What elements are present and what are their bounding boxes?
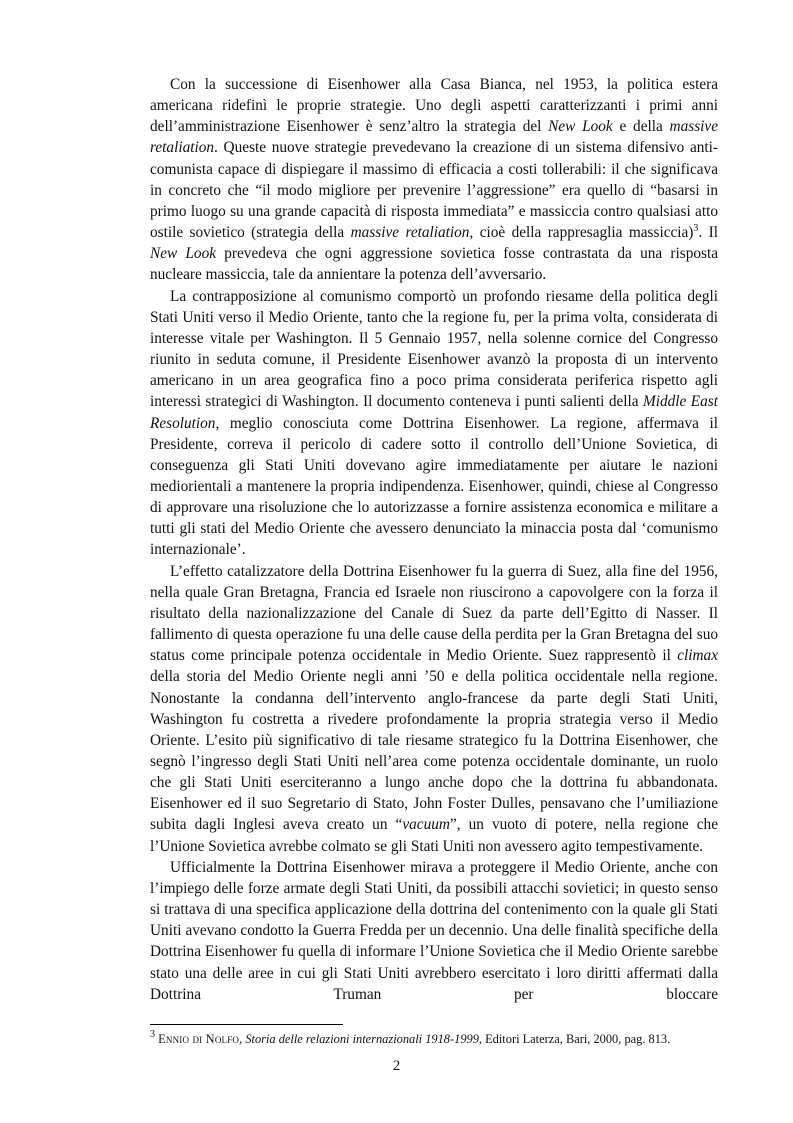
text-run: , meglio conosciuta come Dottrina Eisenhower. La regione, affermava il Presidente, correva il pericolo di cadere sotto il controllo dell’Unione Sovietica, di conseguenza gli Stati Uniti dovevano agire immediatamente per aiutare le nazioni mediorientali a mantenere la propria indipendenza. Eisenhower, quindi, chiese al Congresso di approvare una risoluzione che lo autorizzasse a fornire assistenza economica e militare a tutti gli stati del Medio Oriente che avessero denunciato la minaccia posta dal ‘comunismo internazionale’.: [150, 414, 718, 559]
footnote-publisher: , Editori Laterza, Bari, 2000, pag. 813.: [478, 1032, 671, 1046]
text-run: , cioè della rappresaglia massiccia): [469, 224, 694, 242]
text-run: . Queste nuove strategie prevedevano la creazione di un sistema difensivo anti-comunista capace di dispiegare il massimo di efficacia a costi tollerabili: il che significava in concreto che “il modo migliore per prevenire l’aggressione” era quello di “basarsi in primo luogo su una grande capacità di risposta immediata” e massiccia contro qualsiasi atto ostile sovietico (strategia della: [150, 139, 718, 242]
page-body: [150, 74, 718, 1005]
paragraph: [150, 857, 718, 1005]
text-run: . Il: [698, 224, 718, 242]
text-run: Con la successione di Eisenhower alla Casa Bianca, nel 1953, la politica estera americana ridefinì le proprie strategie. Uno degli aspetti caratterizzanti i primi anni dell’amministrazione Eisenhower è senz’altro la strategia del: [150, 76, 718, 136]
italic-term: New Look: [150, 245, 217, 263]
text-run: ”, un vuoto di potere, nella regione che l’Unione Sovietica avrebbe colmato se gli Stati Uniti non avessero agito tempestivamente.: [150, 816, 718, 855]
text-run: La contrapposizione al comunismo comportò un profondo riesame della politica degli Stati Uniti verso il Medio Oriente, tanto che la regione fu, per la prima volta, considerata di interesse vitale per Washington. Il 5 Gennaio 1957, nella solenne cornice del Congresso riunito in seduta comune, il Presidente Eisenhower avanzò la proposta di un intervento americano in un area geografica fino a poco prima considerata periferica rispetto agli interessi strategici di Washington. Il documento conteneva i punti salienti della: [150, 287, 718, 411]
text-run: L’effetto catalizzatore della Dottrina Eisenhower fu la guerra di Suez, alla fine del 1956, nella quale Gran Bretagna, Francia ed Israele non riuscirono a capovolgere con la forza il risultato della nazionalizzazione del Canale di Suez da parte dell’Egitto di Nasser. Il fallimento di questa operazione fu una delle cause della perdita per la Gran Bretagna del suo status come principale potenza occidentale in Medio Oriente. Suez rappresentò il: [150, 562, 718, 665]
paragraph: [150, 286, 718, 561]
page-number: 2: [392, 1058, 401, 1074]
text-run: e della: [612, 118, 670, 136]
footnote-number: 3: [150, 1029, 155, 1040]
text-run: della storia del Medio Oriente negli anni ’50 e della politica occidentale nella regione. Nonostante la condanna dell’intervento anglo-francese da parte degli Stati Uniti, Washington fu costretta a rivedere profondamente la propria strategia verso il Medio Oriente. L’esito più significativo di tale riesame strategico fu la Dottrina Eisenhower, che segnò l’ingresso degli Stati Uniti nell’area come potenza occidentale dominante, un ruolo che gli Stati Uniti eserciteranno a lungo anche dopo che la dottrina fu abbandonata. Eisenhower ed il suo Segretario di Stato, John Foster Dulles, pensavano che l’umiliazione subita dagli Inglesi aveva creato un “: [150, 668, 718, 834]
italic-term: massive retaliation: [350, 224, 470, 242]
italic-term: climax: [677, 647, 718, 665]
italic-term: massive retaliation: [150, 118, 718, 157]
footnote-title: Storia delle relazioni internazionali 1918-1999: [245, 1032, 479, 1046]
footnote-author: Ennio di Nolfo: [158, 1032, 240, 1046]
italic-term: Middle East Resolution: [150, 393, 718, 432]
footnote: $^3$ Ennio di Nolfo, Storia delle relazioni internazionali 1918-1999, Editori Laterza, Bari, 2000, pag. 813.: [150, 1029, 671, 1046]
footnote-separator: [150, 1024, 343, 1025]
italic-term: vacuum: [402, 816, 450, 834]
text-run: Ufficialmente la Dottrina Eisenhower mirava a proteggere il Medio Oriente, anche con l’impiego delle forze armate degli Stati Uniti, da possibili attacchi sovietici; in questo senso si trattava di una specifica applicazione della dottrina del contenimento con la quale gli Stati Uniti avevano condotto la Guerra Fredda per un decennio. Una delle finalità specifiche della Dottrina Eisenhower fu quella di informare l’Unione Sovietica che il Medio Oriente sarebbe stato una delle aree in cui gli Stati Uniti avrebbero esercitato i loro diritti affermati dalla Dottrina Truman per bloccare: [150, 858, 718, 1003]
paragraph: [150, 74, 718, 286]
italic-term: New Look: [548, 118, 613, 136]
footnote-reference: 3: [693, 223, 699, 235]
text-run: prevedeva che ogni aggressione sovietica fosse contrastata da una risposta nucleare massiccia, tale da annientare la potenza dell’avversario.: [150, 245, 718, 284]
paragraph: [150, 561, 718, 857]
